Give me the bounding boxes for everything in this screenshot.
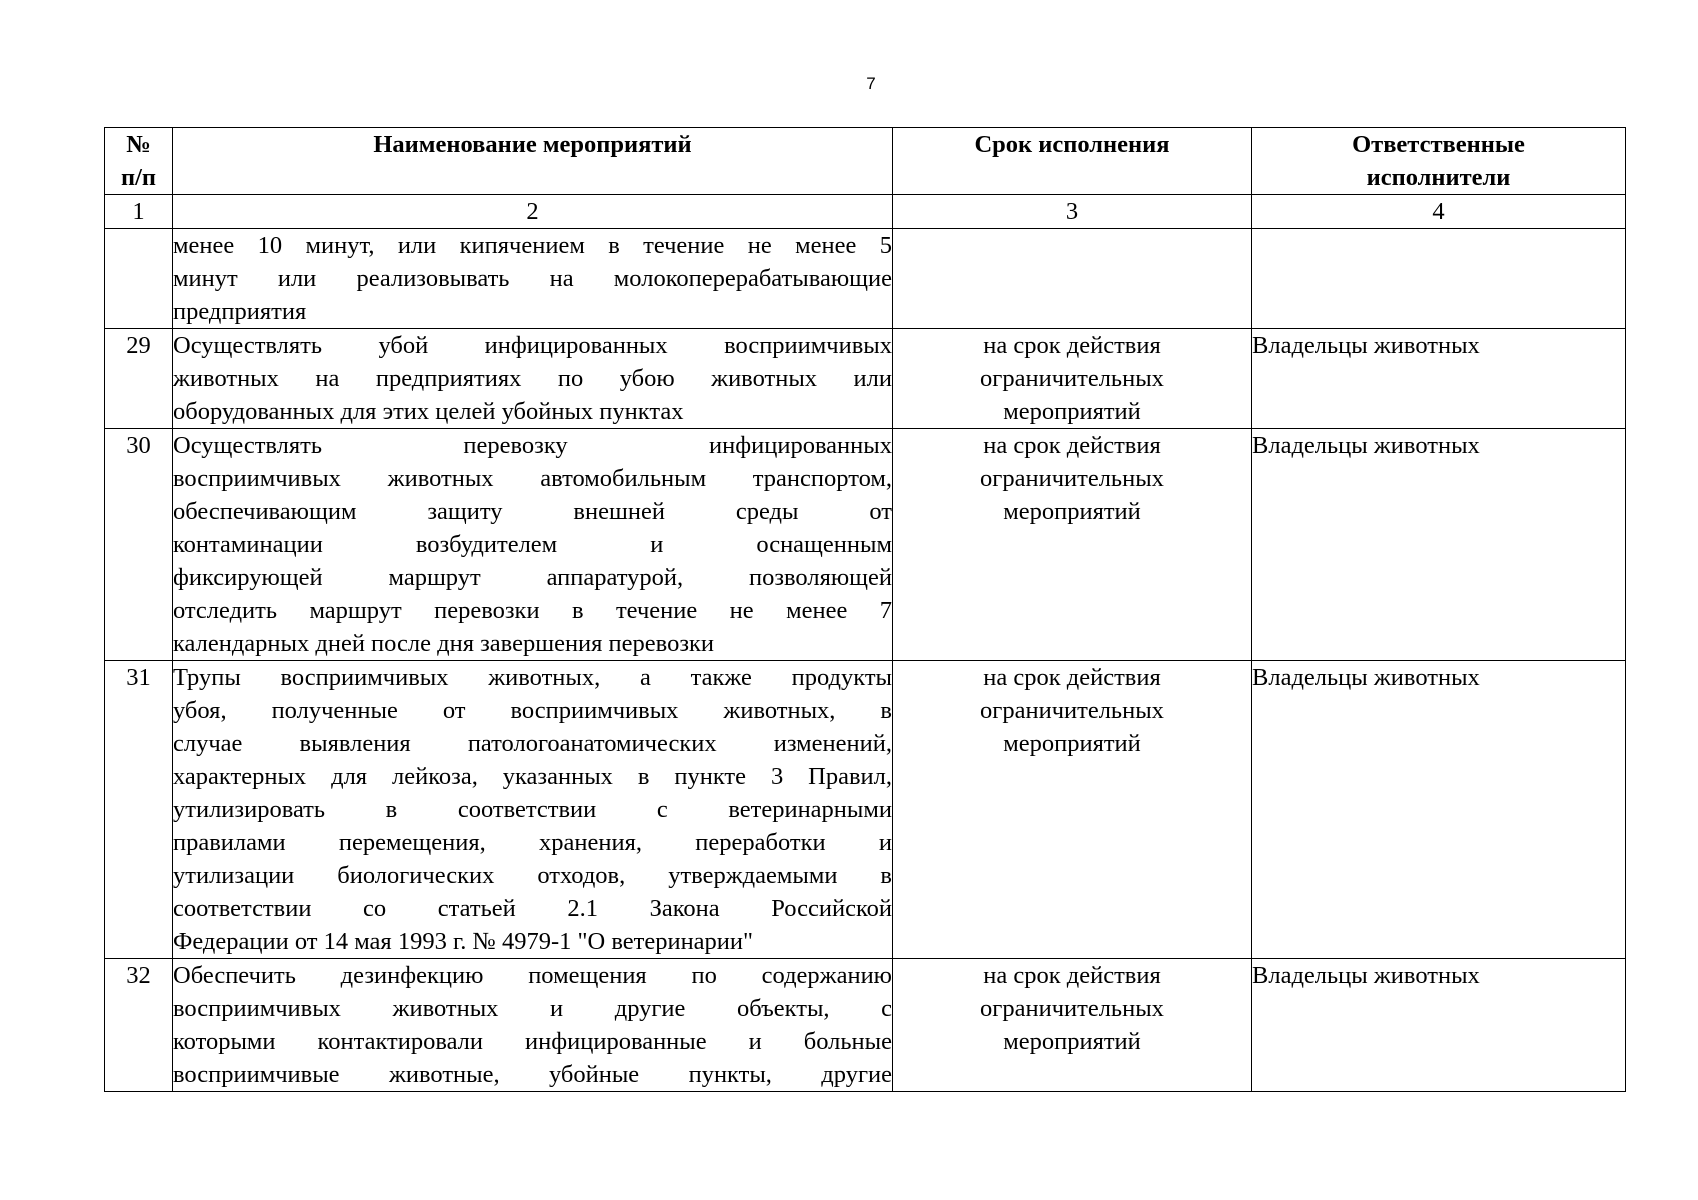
table-row [105, 229, 1626, 329]
responsible-cell: Владельцы животных [1252, 959, 1626, 1092]
measures-table [104, 127, 1626, 1092]
header-measures: Наименование мероприятий [173, 128, 893, 195]
measure-description-line: которыми контактировали инфицированные и больные [173, 1028, 892, 1055]
row-number: 31 [105, 661, 173, 959]
deadline-cell [893, 429, 1252, 661]
deadline-line: мероприятий [1003, 1028, 1141, 1055]
measure-description-line: предприятия [173, 298, 307, 325]
responsible-cell [1252, 229, 1626, 329]
row-number: 32 [105, 959, 173, 1092]
measure-description-line: Федерации от 14 мая 1993 г. № 4979-1 "О ветеринарии" [173, 928, 754, 955]
measure-description-line: соответствии со статьей 2.1 Закона Российской [173, 895, 892, 922]
page-number: 7 [866, 74, 876, 93]
table-row [105, 661, 1626, 959]
measure-description-line: животных на предприятиях по убою животных или [173, 365, 892, 392]
measure-description-line: отследить маршрут перевозки в течение не менее 7 [173, 597, 892, 624]
measure-description [173, 661, 893, 959]
table-header-row [105, 128, 1626, 195]
deadline-cell [893, 329, 1252, 429]
measure-description [173, 329, 893, 429]
measure-description-line: убоя, полученные от восприимчивых животных, в [173, 697, 892, 724]
header-responsible-line-1: Ответственные [1352, 131, 1525, 158]
deadline-line: на срок действия [983, 664, 1161, 691]
row-number: 29 [105, 329, 173, 429]
deadline-line: на срок действия [983, 332, 1161, 359]
measure-description-line: утилизации биологических отходов, утверждаемыми в [173, 862, 892, 889]
measure-description-line: характерных для лейкоза, указанных в пункте 3 Правил, [173, 763, 892, 790]
measure-description-line: Обеспечить дезинфекцию помещения по содержанию [173, 962, 892, 989]
row-number [105, 229, 173, 329]
measure-description-line: Осуществлять перевозку инфицированных [173, 432, 892, 459]
header-responsible [1252, 128, 1626, 195]
measure-description-line: восприимчивые животные, убойные пункты, другие [173, 1061, 892, 1088]
deadline-line: ограничительных [980, 697, 1164, 724]
column-index: 3 [893, 195, 1252, 229]
deadline-line: на срок действия [983, 432, 1161, 459]
deadline-line: ограничительных [980, 995, 1164, 1022]
deadline-cell [893, 959, 1252, 1092]
responsible-cell: Владельцы животных [1252, 329, 1626, 429]
measure-description-line: менее 10 минут, или кипячением в течение не менее 5 [173, 232, 892, 259]
column-index: 4 [1252, 195, 1626, 229]
deadline-line: на срок действия [983, 962, 1161, 989]
measure-description-line: утилизировать в соответствии с ветеринарными [173, 796, 892, 823]
table-row [105, 329, 1626, 429]
measure-description-line: фиксирующей маршрут аппаратурой, позволяющей [173, 564, 892, 591]
measure-description-line: Трупы восприимчивых животных, а также продукты [173, 664, 892, 691]
measure-description-line: восприимчивых животных и другие объекты, с [173, 995, 892, 1022]
deadline-line: ограничительных [980, 365, 1164, 392]
deadline-line: ограничительных [980, 465, 1164, 492]
responsible-cell: Владельцы животных [1252, 661, 1626, 959]
header-number-line-1: № [126, 131, 151, 158]
measure-description-line: оборудованных для этих целей убойных пунктах [173, 398, 684, 425]
deadline-cell [893, 661, 1252, 959]
measure-description-line: случае выявления патологоанатомических изменений, [173, 730, 892, 757]
responsible-cell: Владельцы животных [1252, 429, 1626, 661]
table-row [105, 959, 1626, 1092]
table-row [105, 429, 1626, 661]
row-number: 30 [105, 429, 173, 661]
deadline-line: мероприятий [1003, 398, 1141, 425]
table-body [105, 229, 1626, 1092]
header-responsible-line-2: исполнители [1366, 164, 1511, 191]
deadline-line: мероприятий [1003, 730, 1141, 757]
measure-description-line: минут или реализовывать на молокоперерабатывающие [173, 265, 892, 292]
deadline-line: мероприятий [1003, 498, 1141, 525]
measure-description [173, 229, 893, 329]
header-number-line-2: п/п [120, 164, 157, 191]
measure-description-line: обеспечивающим защиту внешней среды от [173, 498, 892, 525]
measure-description-line: календарных дней после дня завершения перевозки [173, 630, 715, 657]
measure-description-line: восприимчивых животных автомобильным транспортом, [173, 465, 892, 492]
deadline-cell [893, 229, 1252, 329]
measure-description [173, 429, 893, 661]
header-deadline: Срок исполнения [893, 128, 1252, 195]
column-index-row [105, 195, 1626, 229]
measure-description-line: правилами перемещения, хранения, переработки и [173, 829, 892, 856]
measure-description [173, 959, 893, 1092]
column-index: 1 [105, 195, 173, 229]
column-index: 2 [173, 195, 893, 229]
measure-description-line: контаминации возбудителем и оснащенным [173, 531, 892, 558]
measure-description-line: Осуществлять убой инфицированных восприимчивых [173, 332, 892, 359]
header-number [105, 128, 173, 195]
